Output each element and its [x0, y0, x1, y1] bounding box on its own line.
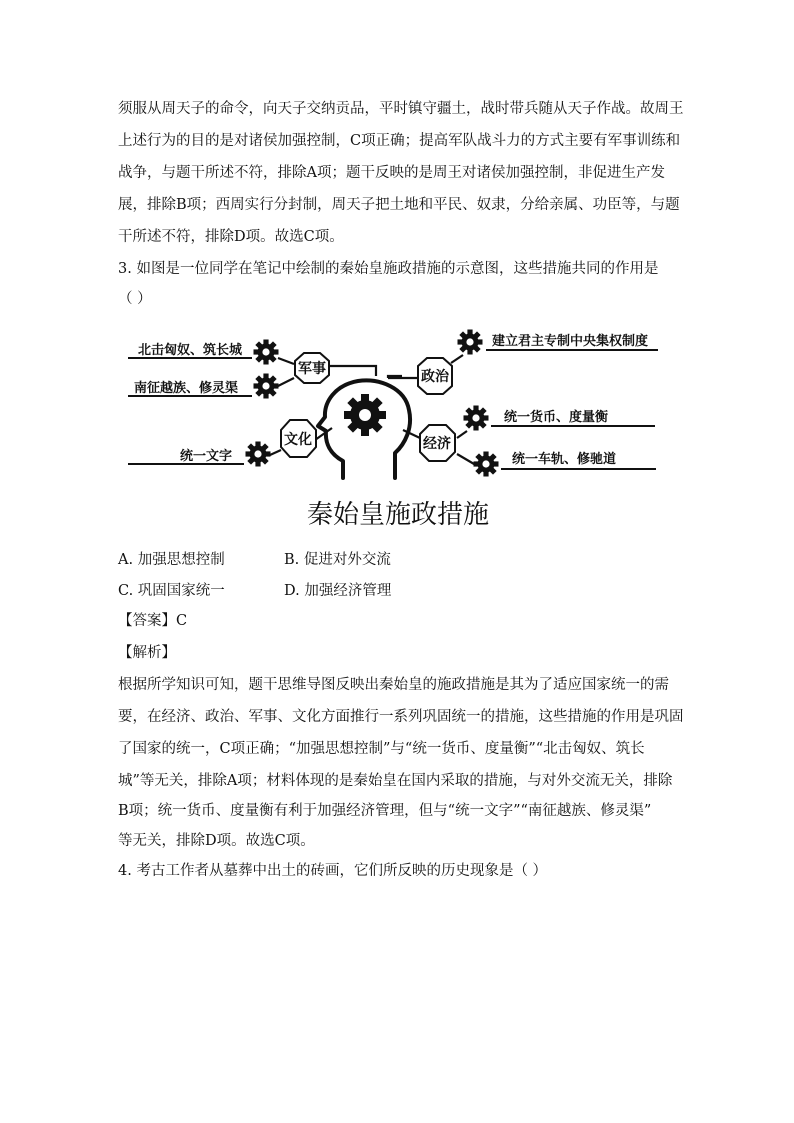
q4-stem: 4. 考古工作者从墓葬中出土的砖画，它们所反映的历史现象是（ ）	[118, 863, 548, 879]
label-unify-roads: 统一车轨、修驰道	[512, 452, 617, 467]
prev-explanation-line-1: 须服从周天子的命令，向天子交纳贡品，平时镇守疆土，战时带兵随从天子作战。故周王	[118, 101, 684, 117]
hex-politics-label: 政治	[421, 369, 449, 385]
label-north-campaign: 北击匈奴、筑长城	[138, 343, 243, 358]
option-b: B. 促进对外交流	[284, 552, 391, 568]
prev-explanation-line-4: 展，排除B项；西周实行分封制，周天子把土地和平民、奴隶，分给亲属、功臣等，与题	[118, 197, 680, 213]
q3-analysis-line-4: 城”等无关，排除A项；材料体现的是秦始皇在国内采取的措施，与对外交流无关，排除	[118, 773, 673, 789]
diagram-title: 秦始皇施政措施	[306, 500, 490, 530]
option-c: C. 巩固国家统一	[118, 583, 225, 599]
q3-answer: 【答案】C	[118, 613, 188, 629]
prev-explanation-line-2: 上述行为的目的是对诸侯加强控制，C项正确；提高军队战斗力的方式主要有军事训练和	[118, 133, 681, 149]
q3-analysis-line-2: 要，在经济、政治、军事、文化方面推行一系列巩固统一的措施，这些措施的作用是巩固	[118, 709, 684, 725]
q3-analysis-line-3: 了国家的统一，C项正确；“加强思想控制”与“统一货币、度量衡”“北击匈奴、筑长	[118, 741, 645, 757]
prev-explanation-line-3: 战争，与题干所述不符，排除A项；题干反映的是周王对诸侯加强控制，非促进生产发	[118, 165, 665, 181]
label-south-campaign: 南征越族、修灵渠	[134, 381, 239, 396]
label-unify-writing: 统一文字	[180, 449, 233, 464]
q3-analysis-line-6: 等无关，排除D项。故选C项。	[118, 833, 315, 849]
q3-stem-blank: （ ）	[118, 291, 152, 307]
q3-analysis-line-5: B项；统一货币、度量衡有利于加强经济管理，但与“统一文字”“南征越族、修灵渠”	[118, 803, 652, 819]
qin-policies-diagram	[118, 318, 678, 538]
label-centralization: 建立君主专制中央集权制度	[492, 334, 649, 349]
hex-economy-label: 经济	[423, 436, 451, 452]
q3-stem: 3. 如图是一位同学在笔记中绘制的秦始皇施政措施的示意图，这些措施共同的作用是	[118, 261, 659, 277]
label-unify-currency: 统一货币、度量衡	[504, 410, 609, 425]
q3-analysis-line-1: 根据所学知识可知，题干思维导图反映出秦始皇的施政措施是其为了适应国家统一的需	[118, 677, 669, 693]
hex-culture-label: 文化	[284, 432, 312, 448]
hex-military-label: 军事	[298, 361, 326, 377]
prev-explanation-line-5: 干所述不符，排除D项。故选C项。	[118, 229, 344, 245]
q3-analysis-heading: 【解析】	[118, 645, 176, 661]
option-d: D. 加强经济管理	[284, 583, 392, 599]
option-a: A. 加强思想控制	[118, 552, 225, 568]
